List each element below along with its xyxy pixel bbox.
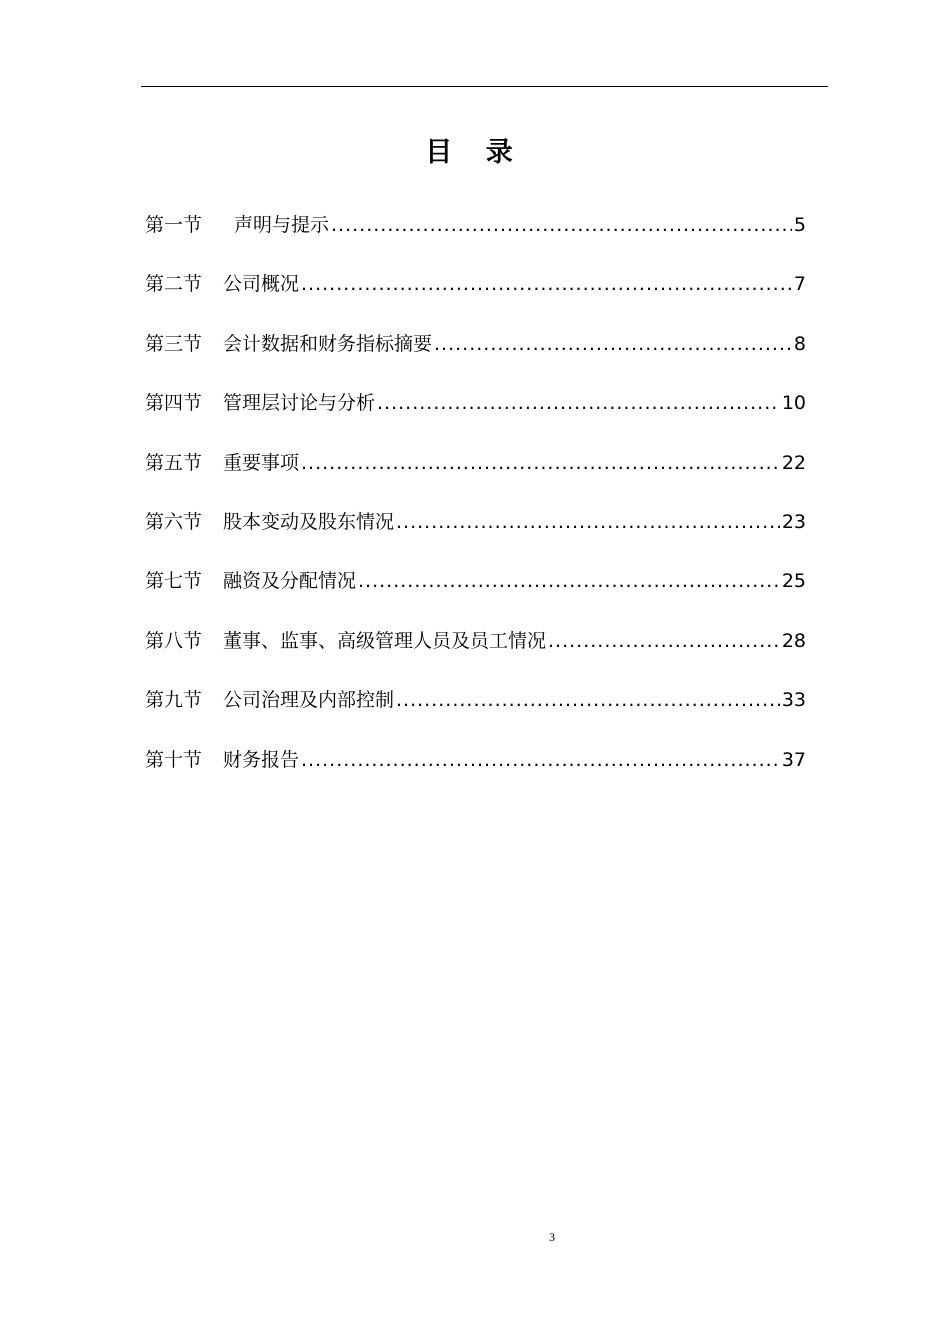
toc-heading: 管理层讨论与分析: [223, 392, 376, 415]
toc-heading: 公司治理及内部控制: [223, 689, 395, 712]
toc-dot-leader: [301, 444, 780, 482]
toc-section-number: 第五节: [145, 451, 203, 474]
toc-heading: 会计数据和财务指标摘要: [223, 332, 433, 355]
toc-dot-leader: [301, 265, 792, 303]
toc-dot-leader: [396, 681, 780, 719]
toc-section-number: 第二节: [145, 273, 203, 296]
toc-dot-leader: [331, 206, 792, 244]
toc-heading: 声明与提示: [234, 214, 330, 236]
toc-entry[interactable]: [145, 681, 806, 740]
toc-heading: 融资及分配情况: [223, 570, 357, 593]
toc-dot-leader: [396, 503, 780, 541]
toc-page-number: 7: [793, 273, 806, 296]
toc-section-number: 第八节: [145, 629, 203, 652]
toc-dot-leader: [434, 325, 792, 363]
page-number: 3: [549, 1230, 555, 1244]
toc-page-number: 37: [781, 748, 806, 771]
toc-heading: 财务报告: [223, 748, 300, 771]
toc-heading: 董事、监事、高级管理人员及员工情况: [223, 629, 547, 652]
toc-entry[interactable]: [145, 503, 806, 562]
toc-page-number: 8: [793, 332, 806, 355]
toc-heading: 重要事项: [223, 451, 300, 474]
toc-page-number: 10: [781, 392, 806, 415]
toc-entry[interactable]: [145, 562, 806, 621]
toc-page-number: 22: [781, 451, 806, 474]
toc-heading: 公司概况: [223, 273, 300, 296]
toc-title: 目 录: [425, 137, 525, 168]
toc-page-number: 28: [781, 629, 806, 652]
toc-list: [145, 206, 806, 800]
toc-dot-leader: [377, 384, 780, 422]
toc-entry[interactable]: [145, 265, 806, 324]
toc-section-number: 第三节: [145, 332, 203, 355]
toc-section-number: 第六节: [145, 510, 203, 533]
toc-page-number: 33: [781, 689, 806, 712]
toc-entry[interactable]: [145, 325, 806, 384]
toc-section-number: 第四节: [145, 392, 203, 415]
toc-section-number: 第九节: [145, 689, 203, 712]
toc-section-number: 第十节: [145, 748, 203, 771]
toc-dot-leader: [548, 622, 780, 660]
toc-section-number: 第一节: [145, 214, 203, 236]
toc-entry[interactable]: [145, 741, 806, 800]
toc-entry[interactable]: [145, 444, 806, 503]
toc-entry[interactable]: [145, 384, 806, 443]
toc-dot-leader: [358, 562, 780, 600]
toc-heading: 股本变动及股东情况: [223, 510, 395, 533]
toc-page-number: 23: [781, 510, 806, 533]
toc-entry[interactable]: [145, 622, 806, 681]
toc-page-number: 25: [781, 570, 806, 593]
toc-dot-leader: [301, 741, 780, 779]
toc-section-number: 第七节: [145, 570, 203, 593]
header-rule: [141, 86, 828, 87]
toc-entry[interactable]: [145, 206, 806, 265]
toc-page-number: 5: [793, 214, 806, 236]
